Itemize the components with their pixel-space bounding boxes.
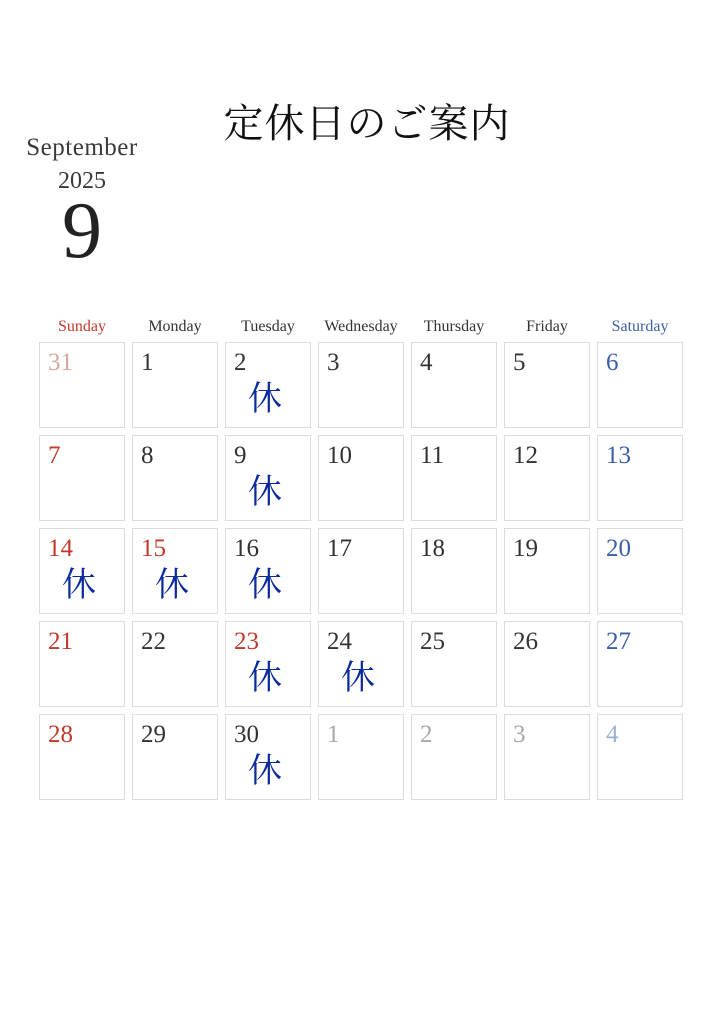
weekday-label-thursday: Thursday bbox=[423, 318, 485, 335]
weekday-label-saturday: Saturday bbox=[611, 318, 669, 335]
day-number: 19 bbox=[513, 535, 538, 562]
day-number: 10 bbox=[327, 442, 352, 469]
day-number: 7 bbox=[48, 442, 61, 469]
day-number: 21 bbox=[48, 628, 73, 655]
month-number: 9 bbox=[62, 187, 102, 275]
day-cell bbox=[504, 528, 590, 614]
day-cell bbox=[597, 528, 683, 614]
holiday-mark: 休 bbox=[155, 565, 189, 605]
day-cell bbox=[39, 714, 125, 800]
page-title: 定休日のご案内 bbox=[223, 101, 511, 147]
day-cell bbox=[39, 342, 125, 428]
weekday-label-tuesday: Tuesday bbox=[241, 318, 295, 335]
day-cell bbox=[411, 621, 497, 707]
day-cell bbox=[225, 435, 311, 521]
day-cell bbox=[318, 435, 404, 521]
day-number: 20 bbox=[606, 535, 631, 562]
day-cell bbox=[318, 528, 404, 614]
month-name: September bbox=[26, 134, 138, 161]
day-cell bbox=[225, 621, 311, 707]
holiday-mark: 休 bbox=[248, 751, 282, 791]
day-cell bbox=[504, 621, 590, 707]
day-number: 17 bbox=[327, 535, 352, 562]
day-number: 14 bbox=[48, 535, 73, 562]
day-number: 6 bbox=[606, 349, 619, 376]
day-number: 3 bbox=[327, 349, 340, 376]
day-cell bbox=[132, 435, 218, 521]
day-cell bbox=[132, 714, 218, 800]
year: 2025 bbox=[58, 168, 106, 194]
weekday-label-monday: Monday bbox=[148, 318, 202, 335]
day-number: 9 bbox=[234, 442, 247, 469]
day-cell bbox=[132, 528, 218, 614]
day-cell bbox=[132, 342, 218, 428]
day-number: 22 bbox=[141, 628, 166, 655]
day-cell bbox=[411, 714, 497, 800]
day-number: 23 bbox=[234, 628, 259, 655]
day-cell bbox=[225, 342, 311, 428]
day-number: 30 bbox=[234, 721, 259, 748]
day-number: 24 bbox=[327, 628, 352, 655]
weekday-label-friday: Friday bbox=[526, 318, 568, 335]
month-header bbox=[20, 134, 144, 275]
day-cell bbox=[318, 621, 404, 707]
day-number: 16 bbox=[234, 535, 259, 562]
weekday-label-sunday: Sunday bbox=[58, 318, 106, 335]
holiday-mark: 休 bbox=[248, 379, 282, 419]
day-cell bbox=[597, 435, 683, 521]
day-number: 27 bbox=[606, 628, 631, 655]
day-cell bbox=[39, 435, 125, 521]
day-number: 12 bbox=[513, 442, 538, 469]
day-cell bbox=[39, 621, 125, 707]
day-number: 26 bbox=[513, 628, 538, 655]
weekday-header-row bbox=[0, 318, 724, 342]
holiday-mark: 休 bbox=[62, 565, 96, 605]
day-number: 18 bbox=[420, 535, 445, 562]
day-cell bbox=[225, 528, 311, 614]
day-number: 3 bbox=[513, 721, 526, 748]
day-number: 1 bbox=[141, 349, 154, 376]
day-number: 28 bbox=[48, 721, 73, 748]
day-number: 25 bbox=[420, 628, 445, 655]
holiday-mark: 休 bbox=[248, 658, 282, 698]
holiday-mark: 休 bbox=[248, 472, 282, 512]
day-cell bbox=[597, 621, 683, 707]
day-number: 13 bbox=[606, 442, 631, 469]
day-number: 8 bbox=[141, 442, 154, 469]
holiday-mark: 休 bbox=[341, 658, 375, 698]
day-number: 11 bbox=[420, 442, 445, 469]
day-number: 1 bbox=[327, 721, 340, 748]
day-number: 2 bbox=[420, 721, 433, 748]
weekday-label-wednesday: Wednesday bbox=[324, 318, 398, 335]
day-cell bbox=[411, 342, 497, 428]
day-cell bbox=[597, 714, 683, 800]
day-cell bbox=[504, 435, 590, 521]
day-cell bbox=[318, 342, 404, 428]
day-number: 15 bbox=[141, 535, 166, 562]
holiday-mark: 休 bbox=[248, 565, 282, 605]
day-number: 2 bbox=[234, 349, 247, 376]
day-cell bbox=[504, 714, 590, 800]
day-cell bbox=[318, 714, 404, 800]
day-number: 4 bbox=[420, 349, 433, 376]
day-number: 4 bbox=[606, 721, 619, 748]
day-cell bbox=[504, 342, 590, 428]
day-cell bbox=[597, 342, 683, 428]
day-cell bbox=[225, 714, 311, 800]
day-cell bbox=[411, 435, 497, 521]
day-cell bbox=[39, 528, 125, 614]
day-number: 5 bbox=[513, 349, 526, 376]
day-number: 29 bbox=[141, 721, 166, 748]
day-cell bbox=[132, 621, 218, 707]
day-cell bbox=[411, 528, 497, 614]
day-number: 31 bbox=[48, 349, 73, 376]
